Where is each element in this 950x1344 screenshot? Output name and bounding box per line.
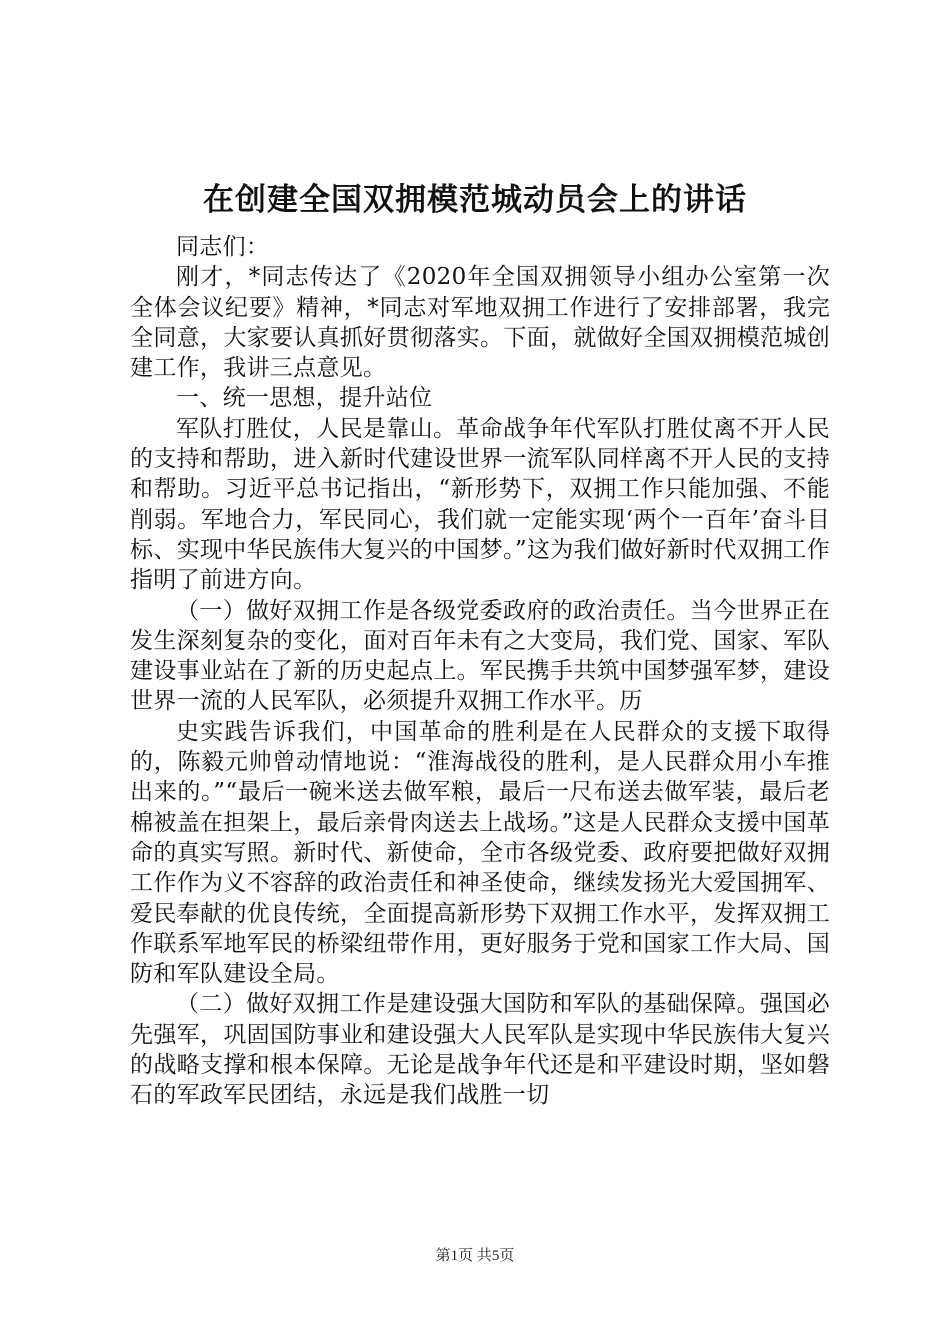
- salutation: 同志们：: [176, 234, 270, 260]
- subsection-paragraph-1: （一）做好双拥工作是各级党委政府的政治责任。当今世界正在发生深刻复杂的变化，面对百年未有之大变局，我们党、国家、军队建设事业站在了新的历史起点上。军民携手共筑中国梦强军梦，建设世界一流的人民军队，必须提升双拥工作水平。历: [130, 597, 830, 715]
- body-paragraph: 军队打胜仗，人民是靠山。革命战争年代军队打胜仗离不开人民的支持和帮助，进入新时代建设世界一流军队同样离不开人民的支持和帮助。习近平总书记指出，“新形势下，双拥工作只能加强、不能削弱。军地合力，军民同心，我们就一定能实现‘两个一百年’奋斗目标、实现中华民族伟大复兴的中国梦。”这为我们做好新时代双拥工作指明了前进方向。: [130, 415, 830, 594]
- intro-paragraph: 刚才，*同志传达了《2020年全国双拥领导小组办公室第一次全体会议纪要》精神，*同志对军地双拥工作进行了安排部署，我完全同意，大家要认真抓好贯彻落实。下面，就做好全国双拥模范城创建工作，我讲三点意见。: [130, 264, 830, 382]
- page-footer: 第1页 共5页: [435, 1248, 515, 1264]
- body-paragraph: 史实践告诉我们，中国革命的胜利是在人民群众的支援下取得的，陈毅元帅曾动情地说：“淮海战役的胜利，是人民群众用小车推出来的。”“最后一碗米送去做军粮，最后一尺布送去做军装，最后老棉被盖在担架上，最后亲骨肉送去上战场。”这是人民群众支援中国革命的真实写照。新时代、新使命，全市各级党委、政府要把做好双拥工作作为义不容辞的政治责任和神圣使命，继续发扬光大爱国拥军、爱民奉献的优良传统，全面提高新形势下双拥工作水平，发挥双拥工作联系军地军民的桥梁纽带作用，更好服务于党和国家工作大局、国防和军队建设全局。: [130, 718, 830, 988]
- subsection-paragraph-2: （二）做好双拥工作是建设强大国防和军队的基础保障。强国必先强军，巩固国防事业和建设强大人民军队是实现中华民族伟大复兴的战略支撑和根本保障。无论是战争年代还是和平建设时期，坚如磐石的军政军民团结，永远是我们战胜一切: [130, 991, 830, 1109]
- section-heading: 一、统一思想，提升站位: [176, 385, 433, 412]
- document-body: [130, 232, 830, 1111]
- document-title: 在创建全国双拥模范城动员会上的讲话: [203, 182, 747, 218]
